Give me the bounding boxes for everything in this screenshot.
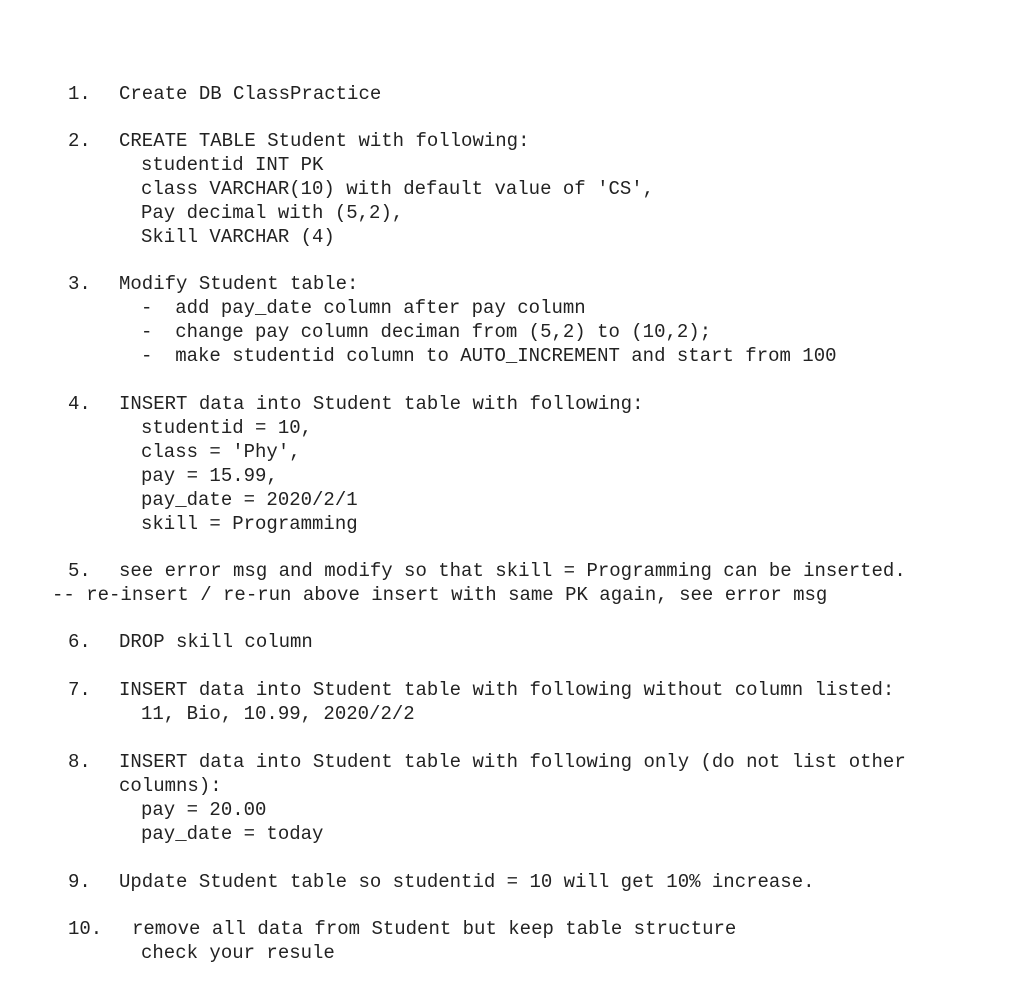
- item-3-number: 3.: [68, 273, 91, 295]
- item-4-text: INSERT data into Student table with following:: [119, 393, 644, 415]
- item-2-line: Skill VARCHAR (4): [141, 226, 335, 248]
- item-8-line: pay_date = today: [141, 823, 324, 845]
- item-4-number: 4.: [68, 393, 91, 415]
- item-3-bullet: - change pay column deciman from (5,2) to (10,2);: [141, 321, 712, 343]
- item-10-text: remove all data from Student but keep table structure: [132, 918, 737, 940]
- item-4-line: pay = 15.99,: [141, 465, 278, 487]
- item-5-text: see error msg and modify so that skill = Programming can be inserted.: [119, 560, 906, 582]
- item-3-bullet: - make studentid column to AUTO_INCREMENT and start from 100: [141, 345, 837, 367]
- item-4-line: studentid = 10,: [141, 417, 313, 439]
- item-6-text: DROP skill column: [119, 631, 313, 653]
- item-4-line: skill = Programming: [141, 513, 358, 535]
- item-2-line: Pay decimal with (5,2),: [141, 202, 404, 224]
- item-8-continuation: columns):: [119, 775, 222, 797]
- item-2-line: studentid INT PK: [141, 154, 324, 176]
- item-2-number: 2.: [68, 130, 91, 152]
- item-1-number: 1.: [68, 83, 91, 105]
- item-9-text: Update Student table so studentid = 10 will get 10% increase.: [119, 871, 815, 893]
- item-8-number: 8.: [68, 751, 91, 773]
- item-4-line: pay_date = 2020/2/1: [141, 489, 358, 511]
- item-3-text: Modify Student table:: [119, 273, 359, 295]
- item-2-text: CREATE TABLE Student with following:: [119, 130, 530, 152]
- item-4-line: class = 'Phy',: [141, 441, 301, 463]
- item-2-line: class VARCHAR(10) with default value of 'CS',: [141, 178, 655, 200]
- item-6-number: 6.: [68, 631, 91, 653]
- item-5-comment: -- re-insert / re-run above insert with same PK again, see error msg: [52, 584, 828, 606]
- item-7-line: 11, Bio, 10.99, 2020/2/2: [141, 703, 415, 725]
- item-9-number: 9.: [68, 871, 91, 893]
- item-7-text: INSERT data into Student table with following without column listed:: [119, 679, 895, 701]
- item-3-bullet: - add pay_date column after pay column: [141, 297, 586, 319]
- item-10-line: check your resule: [141, 942, 335, 964]
- item-7-number: 7.: [68, 679, 91, 701]
- item-8-line: pay = 20.00: [141, 799, 267, 821]
- item-1-text: Create DB ClassPractice: [119, 83, 382, 105]
- item-10-number: 10.: [68, 918, 103, 940]
- item-8-text: INSERT data into Student table with following only (do not list other: [119, 751, 906, 773]
- item-5-number: 5.: [68, 560, 91, 582]
